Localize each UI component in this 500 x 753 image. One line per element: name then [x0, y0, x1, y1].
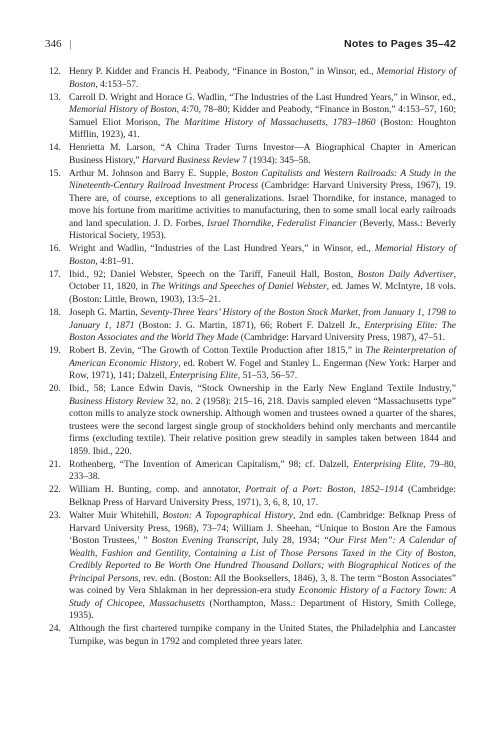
endnote-number: 16. — [49, 244, 61, 255]
endnote-text: Joseph G. Martin, Seventy-Three Years’ History of the Boston Stock Market, from January 1, 1798 to January 1, 1871 (Boston: J. G. Martin, 1871), 66; Robert F. Dalzell Jr., Enterprising Elite: The Boston Associates and the World They Made (Cambridge: Harvard University Press, 1987), 47–51. — [69, 308, 456, 344]
endnote-text: Walter Muir Whitehill, Boston: A Topographical History, 2nd edn. (Cambridge: Belknap Press of Harvard University Press, 1968), 73–74; William J. Sheehan, “Unique to Boston Are the Famous ‘Boston Trustees,’ ” Boston Evening Transcript, July 28, 1934; “Our First Men”: A Calendar of Wealth, Fashion and Gentility, Containing a List of Those Persons Taxed in the City of Boston, Credibly Reported to Be Worth One Hundred Thousand Dollars; with Biographical Notices of the Principal Persons, rev. edn. (Boston: All the Booksellers, 1846), 3, 8. The term “Boston Associates” was coined by Vera Shlakman in her depression-era study Economic History of a Factory Town: A Study of Chicopee, Massachusetts (Northampton, Mass.: Department of History, Smith College, 1935). — [69, 511, 456, 622]
endnote — [45, 345, 456, 383]
endnote-number: 12. — [49, 67, 61, 77]
endnote — [45, 92, 456, 142]
endnote-number: 17. — [49, 269, 61, 280]
endnote — [45, 459, 456, 484]
endnote — [45, 269, 456, 307]
endnote — [45, 484, 456, 509]
endnote-text: Henrietta M. Larson, “A China Trader Turns Investor—A Biographical Chapter in American Business History,” Harvard Business Review 7 (1934): 345–58. — [69, 143, 456, 166]
page-header — [45, 38, 456, 50]
endnote-text: Robert B. Zevin, “The Growth of Cotton Textile Production after 1815,” in The Reinterpretation of American Economic History, ed. Robert W. Fogel and Stanley L. Engerman (New York: Harper and Row, 1971), 141; Dalzell, Enterprising Elite, 51–53, 56–57. — [69, 346, 456, 382]
endnote-text: Rothenberg, “The Invention of American Capitalism,” 98; cf. Dalzell, Enterprising Elite, 79–80, 233–38. — [69, 459, 457, 483]
endnote-number: 18. — [49, 308, 61, 319]
endnote — [45, 383, 456, 458]
endnote-number: 20. — [49, 384, 61, 395]
endnote — [45, 66, 456, 91]
endnote-text: Ibid., 92; Daniel Webster, Speech on the Tariff, Faneuil Hall, Boston, Boston Daily Advertiser, October 11, 1820, in The Writings and Speeches of Daniel Webster, ed. James W. McIntyre, 18 vols. (Boston: Little, Brown, 1903), 13:5–21. — [69, 269, 456, 305]
endnote-number: 24. — [49, 624, 61, 635]
endnotes-list — [45, 66, 456, 649]
endnote-number: 19. — [49, 346, 61, 357]
endnote — [45, 623, 456, 648]
endnote-text: William H. Bunting, comp. and annotator, Portrait of a Port: Boston, 1852–1914 (Cambridge: Belknap Press of Harvard University Press, 1971), 3, 6, 8, 10, 17. — [69, 485, 457, 508]
endnote — [45, 243, 456, 268]
endnote-number: 15. — [49, 168, 61, 179]
endnote-text: Henry P. Kidder and Francis H. Peabody, “Finance in Boston,” in Winsor, ed., Memorial History of Boston, 4:153–57. — [69, 67, 457, 90]
endnote — [45, 510, 456, 623]
endnote-number: 13. — [49, 92, 61, 103]
endnote-text: Wright and Wadlin, “Industries of the Last Hundred Years,” in Winsor, ed., Memorial History of Boston, 4:81–91. — [69, 244, 456, 267]
endnote-number: 23. — [49, 511, 61, 522]
endnote-number: 22. — [49, 485, 61, 496]
endnote-text: Arthur M. Johnson and Barry E. Supple, Boston Capitalists and Western Railroads: A Study in the Nineteenth-Century Railroad Investment Process (Cambridge: Harvard University Press, 1967), 19. There are, of course, exceptions to all generalizations. Israel Thorndike, for instance, managed to move his fortune from maritime activities to manufacturing, then to some small local early railroads and land speculation. J. D. Forbes, Israel Thorndike, Federalist Financier (Beverly, Mass.: Beverly Historical Society, 1953). — [69, 168, 456, 242]
endnote-text: Ibid., 58; Lance Edwin Davis, “Stock Ownership in the Early New England Textile Industry,” Business History Review 32, no. 2 (1958): 215–16, 218. Davis sampled eleven “Massachusetts type” cotton mills to analyze stock ownership. Although women and trustees owned a quarter of the shares, trustees were the second largest single group of stockholders behind only merchants and mercantile firms (excluding textile). Their relative position grew steadily in samples taken between 1844 and 1859. Ibid., 220. — [69, 384, 456, 457]
running-head: Notes to Pages 35–42 — [344, 38, 456, 50]
endnote-number: 21. — [49, 459, 61, 470]
endnote — [45, 168, 456, 243]
endnote-number: 14. — [49, 143, 61, 154]
endnote-text: Although the first chartered turnpike company in the United States, the Philadelphia and Lancaster Turnpike, was begun in 1792 and completed three years later. — [69, 624, 456, 647]
endnote — [45, 142, 456, 167]
endnote — [45, 307, 456, 345]
page-number: 346 | — [45, 38, 72, 50]
endnote-text: Carroll D. Wright and Horace G. Wadlin, “The Industries of the Last Hundred Years,” in Winsor, ed., Memorial History of Boston, 4:70, 78–80; Kidder and Peabody, “Finance in Boston,” 4:153–57, 160; Samuel Eliot Morison, The Maritime History of Massachusetts, 1783–1860 (Boston: Houghton Mifflin, 1923), 41. — [69, 92, 457, 141]
